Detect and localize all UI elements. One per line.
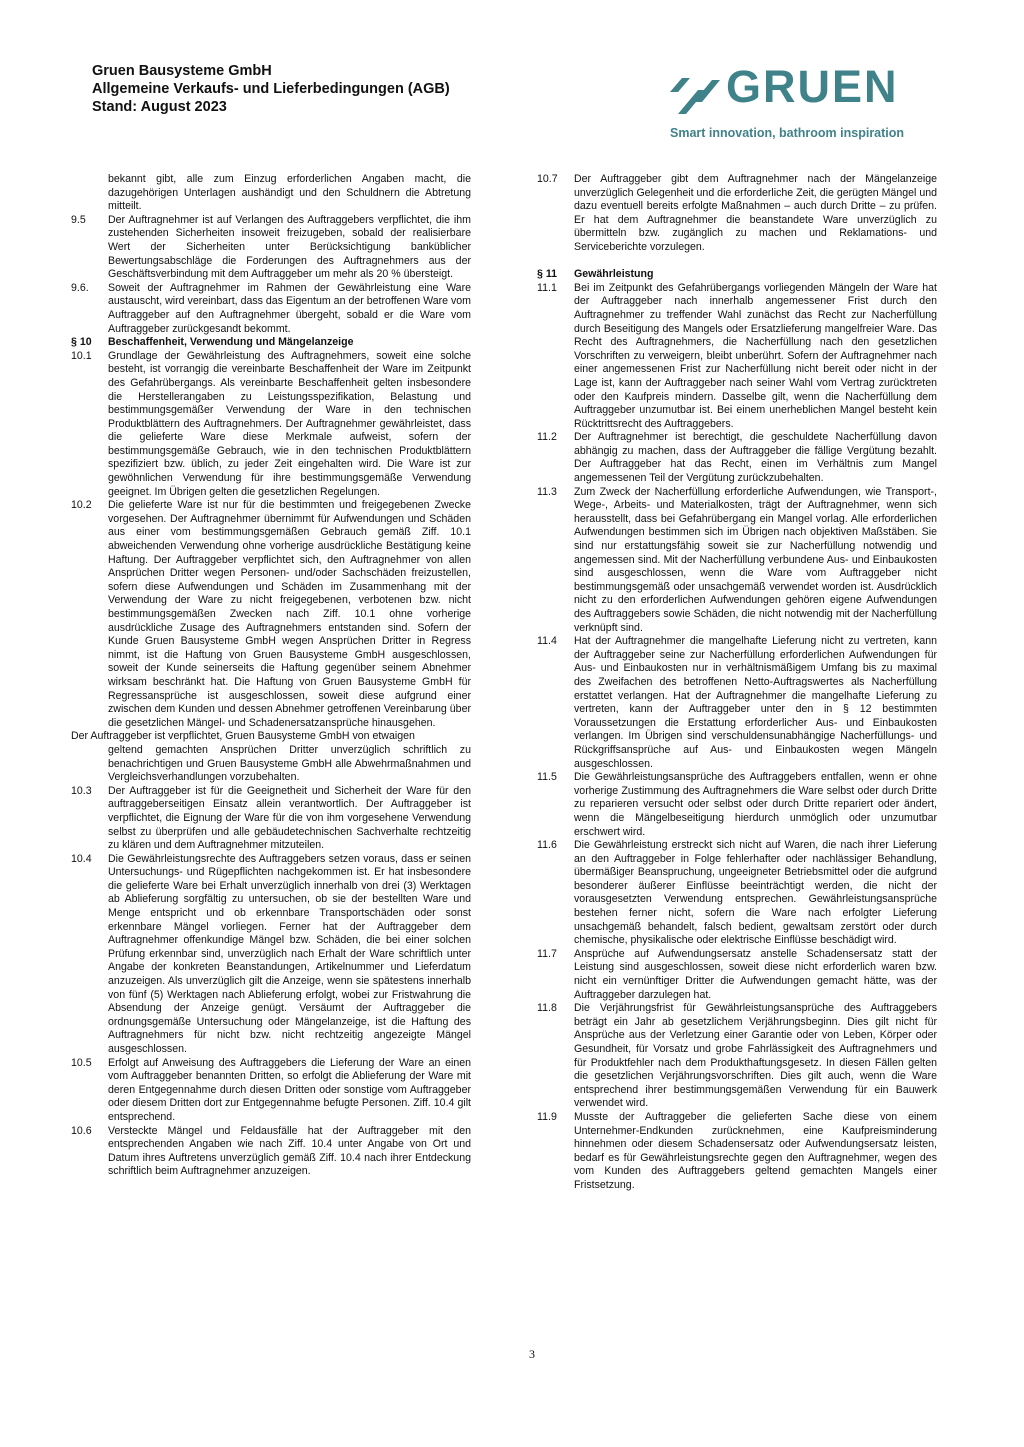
clause-11-4 bbox=[537, 635, 937, 771]
clause-number: 11.6 bbox=[537, 839, 557, 852]
clause-10-1 bbox=[71, 350, 471, 500]
clause-10-6 bbox=[71, 1125, 471, 1179]
spacer bbox=[537, 255, 937, 269]
clause-10-3 bbox=[71, 785, 471, 853]
section-title: Beschaffenheit, Verwendung und Mängelanzeige bbox=[108, 336, 354, 349]
clause-number: 10.5 bbox=[71, 1056, 92, 1069]
clause-10-2 bbox=[71, 499, 471, 730]
clause-number: 11.7 bbox=[537, 947, 557, 960]
clause-text: Soweit der Auftragnehmer im Rahmen der Gewährleistung eine Ware austauscht, wird vereinbart, dass das Eigentum an der betroffenen Ware vom Auftraggeber auf den Auftragnehmer übergeht, sobald er die Ware vom Auftraggeber zurückgesandt bekommt. bbox=[108, 281, 471, 335]
clause-11-1 bbox=[537, 282, 937, 432]
clause-text: Der Auftraggeber gibt dem Auftragnehmer nach der Mängelanzeige unverzüglich Gelegenheit und die erforderliche Zeit, die gerügten Mängel und dazu eventuell bereits erfolgte Maßnahmen – auch durch Dritte – zu prüfen. Er hat dem Auftragnehmer die beanstandete Ware unverzüglich zu übermitteln bzw. zugänglich zu machen und Reklamations- und Serviceberichte vorzulegen. bbox=[574, 173, 937, 253]
clause-text: Die gelieferte Ware ist nur für die bestimmten und freigegebenen Zwecke vorgesehen. Der Auftragnehmer übernimmt für Aufwendungen und Schäden aus einer vom bestimmungsgemäßen Gebrauch gemäß Ziff. 10.1 abweichenden Verwendung ohne vorherige ausdrückliche Bestätigung keine Haftung. Der Auftraggeber verpflichtet sich, den Auftragnehmer von allen Ansprüchen Dritter wegen Personen- und/oder Sachschäden freizustellen, sofern diese Aufwendungen und Schäden im Zusammenhang mit der Verwendung der Ware zu nicht freigegebenen, verbotenen bzw. nicht bestimmungsgemäßen Zwecken nach Ziff. 10.1 ohne vorherige ausdrückliche Zusage des Auftragnehmers entstanden sind. Sofern der Kunde Gruen Bausysteme GmbH wegen Ansprüchen Dritter in Regress nimmt, ist die Haftung von Gruen Bausysteme GmbH ausgeschlossen, soweit der Kunde seinerseits die Haftung gegenüber seinem Abnehmer wirksam beschränkt hat. Die Haftung von Gruen Bausysteme GmbH für Regressansprüche ist ausgeschlossen, soweit diese aufgrund einer zwischen dem Kunden und dessen Abnehmer getroffenen Vereinbarung über die gesetzlichen Mängel- und Schadenersatzansprüche hinausgehen. bbox=[108, 499, 471, 729]
section-11-heading bbox=[537, 268, 937, 282]
clause-number: 10.3 bbox=[71, 784, 92, 797]
clause-10-7 bbox=[537, 173, 937, 255]
clause-9-6 bbox=[71, 282, 471, 336]
clause-text: Die Verjährungsfrist für Gewährleistungsansprüche des Auftraggebers beträgt ein Jahr ab gesetzlichem Verjährungsbeginn. Dies gilt nicht für Ansprüche aus der Verletzung einer Garantie oder von Leben, Körper oder Gesundheit, für Vorsatz und grobe Fahrlässigkeit des Auftragnehmers und für Produktfehler nach dem Produkthaftungsgesetz. In diesen Fällen gelten die gesetzlichen Verjährungsvorschriften. Dies gilt auch, wenn die Ware entsprechend ihrer bestimmungsgemäßen Verwendung für ein Bauwerk verwendet wird. bbox=[574, 1002, 937, 1110]
clause-10-5 bbox=[71, 1057, 471, 1125]
clause-number: 10.7 bbox=[537, 173, 558, 185]
clause-text: Bei im Zeitpunkt des Gefahrübergangs vorliegenden Mängeln der Ware hat der Auftraggeber nach innerhalb angemessener Frist durch den Auftragnehmer zu treffender Wahl zunächst das Recht zur Nacherfüllung durch Beseitigung des Mangels oder Ersatzlieferung mangelfreier Ware. Das Recht des Auftragnehmers, die Nacherfüllung nach den gesetzlichen Vorschriften zu verweigern, bleibt unberührt. Sofern der Auftragnehmer nach einer angemessenen Frist zur Nacherfüllung nicht bereit oder nicht in der Lage ist, kann der Auftraggeber nach seiner Wahl vom Vertrag zurücktreten oder den Kaufpreis mindern. Dasselbe gilt, wenn die Nacherfüllung dem Auftraggeber unzumutbar ist. Bei einem unerheblichen Mangel besteht kein Rücktrittsrecht des Auftraggebers. bbox=[574, 281, 937, 430]
document-date: Stand: August 2023 bbox=[92, 99, 227, 115]
clause-number: 11.4 bbox=[537, 635, 557, 648]
clause-text: Der Auftraggeber ist für die Geeignetheit und Sicherheit der Ware für den auftraggeberseitigen Einsatz allein verantwortlich. Der Auftraggeber ist verpflichtet, die Eignung der Ware für die von ihm vorgesehene Verwendung selbst zu überprüfen und alle gebäudetechnischen Sachverhalte rechtzeitig zu klären und dem Auftragnehmer mitzuteilen. bbox=[108, 784, 471, 852]
section-10-heading bbox=[71, 336, 471, 350]
clause-number: 11.3 bbox=[537, 485, 557, 498]
right-column bbox=[537, 173, 937, 1193]
clause-11-7 bbox=[537, 948, 937, 1002]
clause-11-2 bbox=[537, 431, 937, 485]
clause-text: Versteckte Mängel und Feldausfälle hat der Auftraggeber mit den entsprechenden Angaben wie nach Ziff. 10.4 unter Angabe von Ort und Datum ihres Auftretens unverzüglich gemäß Ziff. 10.4 nach ihrer Entdeckung schriftlich beim Auftragnehmer anzuzeigen. bbox=[108, 1124, 471, 1178]
clause-text: Die Gewährleistung erstreckt sich nicht auf Waren, die nach ihrer Lieferung an den Auftraggeber in Folge fehlerhafter oder nachlässiger Behandlung, übermäßiger Beanspruchung, ungeeigneter Betriebsmittel oder die aufgrund besonderer äußerer Einflüsse beeinträchtigt werden, die nicht der vorausgesetzten Verwendung entsprechen. Gewährleistungsansprüche bestehen ferner nicht, sofern die Ware nach erfolgter Lieferung unsachgemäß behandelt, falsch bedient, gewaltsam zerstört oder durch chemische, physikalische oder elektrische Einflüsse beschädigt wird. bbox=[574, 839, 937, 947]
clause-10-4 bbox=[71, 853, 471, 1057]
clause-number: 11.1 bbox=[537, 281, 557, 294]
document-header bbox=[92, 62, 450, 116]
clause-number: 11.2 bbox=[537, 431, 557, 444]
document-title: Allgemeine Verkaufs- und Lieferbedingungen (AGB) bbox=[92, 81, 450, 97]
gruen-logo bbox=[668, 61, 923, 142]
clause-9-5 bbox=[71, 214, 471, 282]
logo-wordmark: GRUEN bbox=[726, 61, 899, 112]
clause-text: Musste der Auftraggeber die gelieferten Sache diese von einem Unternehmer-Endkunden zurücknehmen, eine Kaufpreisminderung hinnehmen oder diesem Schadensersatz oder Aufwendungsersatz leisten, bedarf es für Gewährleistungsrechte gegen den Auftragnehmer, wegen des vom Kunden des Auftraggebers geltend gemachten Mangels einer Fristsetzung. bbox=[574, 1110, 937, 1191]
logo-tagline: Smart innovation, bathroom inspiration bbox=[670, 126, 905, 140]
clause-11-3 bbox=[537, 486, 937, 636]
logo-stripes-icon bbox=[670, 72, 722, 114]
clause-number: 10.6 bbox=[71, 1124, 92, 1137]
clause-text: Ansprüche auf Aufwendungsersatz anstelle Schadensersatz statt der Leistung sind ausgeschlossen, soweit diese nicht erforderlich waren bzw. nicht ein vernünftiger Dritter die Aufwendungen gemacht hätte, was der Auftraggeber darzulegen hat. bbox=[574, 947, 937, 1001]
clause-number: 11.8 bbox=[537, 1002, 557, 1015]
unnumbered-paragraph bbox=[71, 730, 471, 784]
clause-text: Die Gewährleistungsrechte des Auftraggebers setzen voraus, dass er seinen Untersuchungs- und Rügepflichten nachgekommen ist. Er hat insbesondere die gelieferte Ware bei Erhalt unverzüglich innerhalb von drei (3) Werktagen ab Ablieferung sorgfältig zu untersuchen, ob sie der bestellten Ware und Menge entspricht und ob erkennbare Transportschäden oder sonst erkennbare Mängel vorliegen. Ferner hat der Auftraggeber dem Auftragnehmer offenkundige Mängel bzw. Schäden, die bei einer solchen Prüfung erkennbar sind, unverzüglich nach Erhalt der Ware schriftlich unter Angabe der konkreten Beanstandungen, Artikelnummer und Lieferdatum anzuzeigen. Als unverzüglich gilt die Anzeige, wenn sie spätestens innerhalb von fünf (5) Werktagen nach Ablieferung erfolgt, wobei zur Fristwahrung die Absendung der Anzeige genügt. Versäumt der Auftraggeber die ordnungsgemäße Untersuchung oder Mängelanzeige, ist die Haftung des Auftragnehmers für nicht bzw. nicht rechtzeitig angezeigte Mängel ausgeschlossen. bbox=[108, 852, 471, 1055]
clause-11-9 bbox=[537, 1111, 937, 1193]
company-name: Gruen Bausysteme GmbH bbox=[92, 63, 272, 79]
clause-number: 10.4 bbox=[71, 852, 92, 865]
page-number: 3 bbox=[529, 1347, 535, 1361]
clause-text: Erfolgt auf Anweisung des Auftraggebers die Lieferung der Ware an einen vom Auftraggeber benannten Dritten, so erfolgt die Ablieferung der Ware mit deren Entgegennahme durch diesen Dritten oder sonstige vom Auftraggeber oder diesem Dritten dort zur Entgegennahme befugte Personen. Ziff. 10.4 gilt entsprechend. bbox=[108, 1056, 471, 1123]
clause-11-8 bbox=[537, 1002, 937, 1111]
clause-number: 11.9 bbox=[537, 1110, 557, 1123]
paragraph-continuation: bekannt gibt, alle zum Einzug erforderlichen Angaben macht, die dazugehörigen Unterlagen aushändigt und den Schuldnern die Abtretung mitteilt. bbox=[108, 173, 471, 213]
clause-number: 9.6. bbox=[71, 281, 89, 294]
clause-text: Die Gewährleistungsansprüche des Auftraggebers entfallen, wenn er ohne vorherige Zustimmung des Auftragnehmers die Ware selbst oder durch Dritte zu reparieren versucht oder selbst oder durch Dritte repariert oder ändert, wenn die Mängelbeseitigung hierdurch unmöglich oder unzumutbar erschwert wird. bbox=[574, 771, 937, 838]
left-column bbox=[71, 173, 471, 1179]
clause-number: 10.2 bbox=[71, 499, 92, 512]
clause-number: 9.5 bbox=[71, 213, 86, 226]
section-title: Gewährleistung bbox=[574, 268, 654, 281]
clause-text: Der Auftragnehmer ist berechtigt, die geschuldete Nacherfüllung davon abhängig zu machen, dass der Auftraggeber die fällige Vergütung bezahlt. Der Auftraggeber hat das Recht, einen im Verhältnis zum Mangel angemessenen Teil der Vergütung zurückzubehalten. bbox=[574, 431, 937, 485]
clause-text: Grundlage der Gewährleistung des Auftragnehmers, soweit eine solche besteht, ist vorrangig die vereinbarte Beschaffenheit der Ware im Zeitpunkt des Gefahrübergangs. Als vereinbarte Beschaffenheit gelten insbesondere die Herstellerangaben zu Leistungsspezifikation, Belastung und bestimmungsgemäßer Verwendung der Ware in den technischen Produktblättern des Auftragnehmers. Der Auftragnehmer gewährleistet, dass die gelieferte Ware diese Merkmale aufweist, sofern der bestimmungsgemäße Gebrauch, wie in den technischen Produktblättern spezifiziert bzw. üblich, zu jeder Zeit eingehalten wird. Die Ware ist zur gewöhnlichen Verwendung für ihre bestimmungsgemäße Verwendung geeignet. Im Übrigen gelten die gesetzlichen Regelungen. bbox=[108, 349, 471, 498]
paragraph-rest: geltend gemachten Ansprüchen Dritter unverzüglich schriftlich zu benachrichtigen und Gruen Bausysteme GmbH alle Abwehrmaßnahmen und Vergleichsverhandlungen vorzubehalten. bbox=[108, 743, 471, 784]
clause-text: Der Auftragnehmer ist auf Verlangen des Auftraggebers verpflichtet, die ihm zustehenden Sicherheiten insoweit freizugeben, sobald der realisierbare Wert der Sicherheiten unter Berücksichtigung banküblicher Bewertungsabschläge die Forderungen des Auftragnehmers aus der Geschäftsverbindung mit dem Auftraggeber um mehr als 20 % übersteigt. bbox=[108, 213, 471, 281]
section-number: § 10 bbox=[71, 336, 92, 349]
clause-11-5 bbox=[537, 771, 937, 839]
clause-number: 10.1 bbox=[71, 349, 92, 362]
clause-text: Zum Zweck der Nacherfüllung erforderliche Aufwendungen, wie Transport-, Wege-, Arbeits- und Materialkosten, trägt der Auftragnehmer, wenn sich herausstellt, dass bei Gefahrübergang ein Mangel vorlag. Alle erforderlichen Aufwendungen bestimmen sich im Übrigen nach objektiven Maßstäben. Sie sind nur erstattungsfähig soweit sie zur Nacherfüllung notwendig und angemessen sind. Mit der Nacherfüllung verbundene Aus- und Einbaukosten sind ausgeschlossen, wenn die Ware vom Auftraggeber nicht bestimmungsgemäß oder unsachgemäß verwendet worden ist. Ausdrücklich nicht zu den erforderlichen Aufwendungen gehören eigene Aufwendungen des Auftraggebers sowie Schäden, die nicht notwendig mit der Nacherfüllung verknüpft sind. bbox=[574, 485, 937, 634]
clause-text: Hat der Auftragnehmer die mangelhafte Lieferung nicht zu vertreten, kann der Auftraggeber seine zur Nacherfüllung erforderlichen Aufwendungen für Aus- und Einbaukosten nur in verhältnismäßigem Umfang bis zu maximal des Zweifachen des betroffenen Netto-Auftragswertes als Nacherfüllung erstattet verlangen. Hat der Auftragnehmer die mangelhafte Lieferung zu vertreten, kann der Auftraggeber unter den in § 12 bestimmten Voraussetzungen die Erstattung erforderlicher Aus- und Einbaukosten verlangen. Im Übrigen sind verschuldensunabhängige Nacherfüllungs- und Rückgriffsansprüche auf Aus- und Einbaukosten wegen Mängeln ausgeschlossen. bbox=[574, 635, 937, 770]
paragraph-first-line: Der Auftraggeber ist verpflichtet, Gruen Bausysteme GmbH von etwaigen bbox=[71, 730, 415, 743]
section-number: § 11 bbox=[537, 268, 558, 281]
clause-11-6 bbox=[537, 839, 937, 948]
clause-number: 11.5 bbox=[537, 771, 557, 784]
